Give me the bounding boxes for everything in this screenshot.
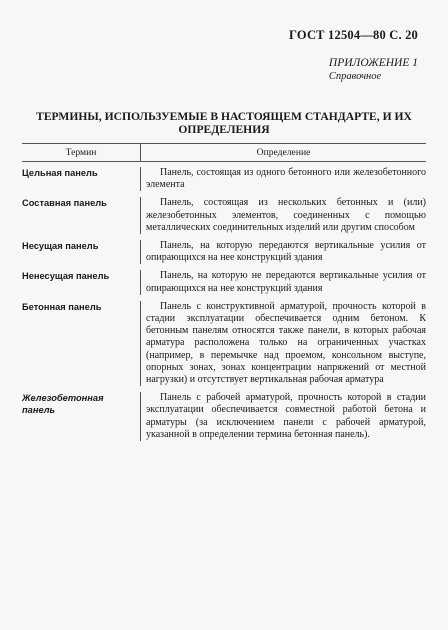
- definition-cell: Панель, на которую не передаются вертикальные усилия от опирающихся на нее конструкций здания: [140, 270, 426, 294]
- definition-cell: Панель с рабочей арматурой, прочность которой в стадии эксплуатации обеспечивается совместной работой бетона и арматуры (за исключением панели с рабочей арматурой, указанной в определении термина бетонная панель).: [140, 392, 426, 441]
- page-header: ГОСТ 12504—80 С. 20: [289, 28, 418, 42]
- terms-table: [22, 143, 426, 441]
- table-row: [22, 301, 426, 386]
- appendix-title: ПРИЛОЖЕНИЕ 1: [328, 57, 418, 69]
- term-cell: Железобетонная панель: [22, 393, 104, 416]
- term-cell: Бетонная панель: [22, 301, 102, 312]
- table-row: [22, 392, 426, 441]
- definition-cell: Панель, состоящая из одного бетонного или железобетонного элемента: [140, 167, 426, 191]
- term-cell: Составная панель: [22, 198, 107, 209]
- definition-cell: Панель, на которую передаются вертикальные усилия от опирающихся на нее конструкций здания: [140, 240, 426, 264]
- table-row: [22, 240, 426, 264]
- term-cell: Цельная панель: [22, 168, 98, 178]
- table-row: [22, 197, 426, 234]
- appendix-label: [329, 57, 418, 83]
- table-row: [22, 270, 426, 294]
- appendix-note: Справочное: [328, 71, 382, 82]
- term-cell: Ненесущая панель: [22, 271, 110, 282]
- definition-cell: Панель с конструктивной арматурой, прочность которой в стадии эксплуатации обеспечивается одним бетоном. К бетонным панелям относятся также панели, в которых рабочая арматура расположена только на ограниченных участках (например, в перемычке над проемом, консольном выступе, опорных зонах, зонах концентрации напряжений от местной нагрузки) и отсутствует вертикальная рабочая арматура: [140, 301, 426, 386]
- definition-cell: Панель, состоящая из нескольких бетонных и (или) железобетонных элементов, соединенных с помощью металлических соединительных изделий или другим способом: [140, 197, 426, 234]
- document-title: ТЕРМИНЫ, ИСПОЛЬЗУЕМЫЕ В НАСТОЯЩЕМ СТАНДАРТЕ, И ИХ ОПРЕДЕЛЕНИЯ: [36, 110, 412, 136]
- table-header: [22, 143, 426, 162]
- column-header-term: Термин: [22, 144, 141, 161]
- table-row: [22, 167, 426, 191]
- term-cell: Несущая панель: [22, 241, 99, 252]
- column-header-definition: Определение: [256, 147, 311, 158]
